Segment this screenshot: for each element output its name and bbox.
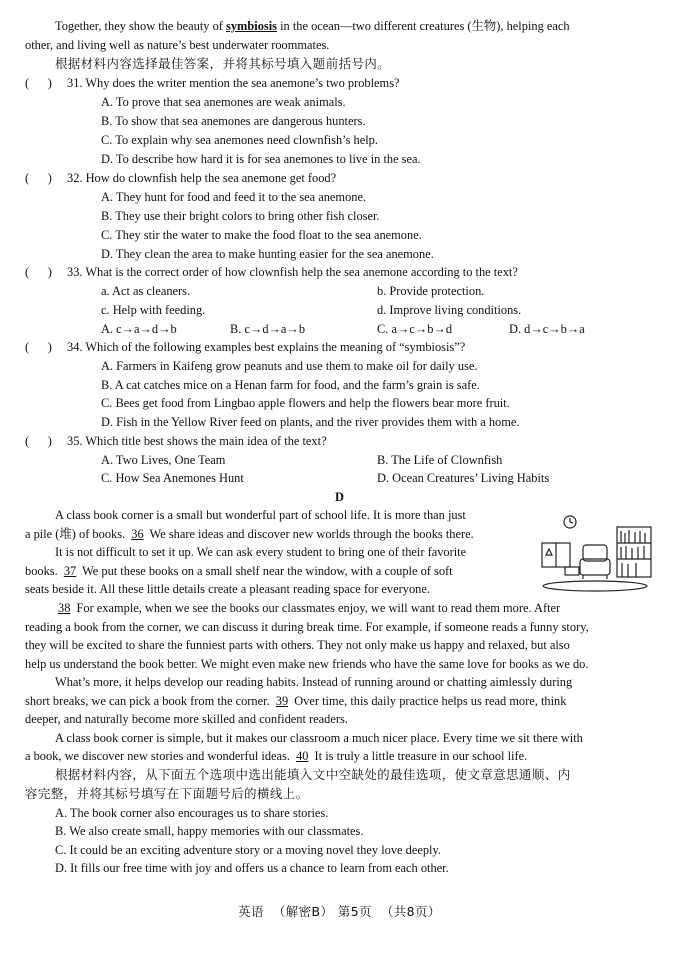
option: B. The Life of Clownfish: [377, 453, 503, 467]
intro-text: in the ocean—two different creatures (生物), helping each: [277, 19, 570, 33]
blank-37[interactable]: 37: [63, 564, 77, 578]
question-32: [25, 169, 336, 187]
text: short breaks, we can pick a book from the corner.: [25, 694, 270, 708]
option: B. To show that sea anemones are dangerous hunters.: [101, 114, 366, 128]
term-symbiosis: symbiosis: [226, 19, 277, 33]
blank-39[interactable]: 39: [275, 694, 289, 708]
answer-paren[interactable]: ( ): [25, 434, 52, 448]
paragraph-line: [25, 562, 453, 580]
text: a book, we discover new stories and wonderful ideas.: [25, 749, 290, 763]
option: D. d→c→b→a: [509, 322, 585, 336]
choice-option: B. We also create small, happy memories with our classmates.: [55, 824, 364, 838]
paragraph-line: they will be excited to share the funniest parts with others. They not only make us happy and relaxed, but also: [25, 638, 570, 652]
paragraph-line: It is not difficult to set it up. We can ask every student to bring one of their favorite: [55, 545, 467, 559]
paragraph-line: seats beside it. All these little details create a pleasant reading space for everyone.: [25, 582, 430, 596]
option: A. Farmers in Kaifeng grow peanuts and use them to make oil for daily use.: [101, 359, 478, 373]
paragraph-line: [25, 525, 474, 543]
answer-paren[interactable]: ( ): [25, 340, 52, 354]
option: D. Fish in the Yellow River feed on plants, and the river provides them with a home.: [101, 415, 520, 429]
option: A. They hunt for food and feed it to the sea anemone.: [101, 190, 367, 204]
question-stem: 34. Which of the following examples best explains the meaning of “symbiosis”?: [67, 340, 466, 354]
text: We put these books on a small shelf near the window, with a couple of soft: [79, 564, 453, 578]
rug-icon: [543, 581, 647, 591]
question-33: [25, 263, 518, 281]
text: a pile (堆) of books.: [25, 527, 126, 541]
question-stem: 32. How do clownfish help the sea anemone get food?: [67, 171, 337, 185]
item: b. Provide protection.: [377, 284, 485, 298]
option: B. They use their bright colors to bring other fish closer.: [101, 209, 380, 223]
item: c. Help with feeding.: [101, 303, 206, 317]
item: a. Act as cleaners.: [101, 284, 191, 298]
instruction-d: 根据材料内容，从下面五个选项中选出能填入文中空缺处的最佳选项，使文章意思通顺、内: [55, 767, 571, 782]
option: B. c→d→a→b: [230, 322, 306, 336]
text: Over time, this daily practice helps us read more, think: [291, 694, 567, 708]
blank-36[interactable]: 36: [131, 527, 144, 541]
blank-38[interactable]: 38: [58, 601, 71, 615]
item: d. Improve living conditions.: [377, 303, 522, 317]
answer-paren[interactable]: ( ): [25, 265, 52, 279]
option: C. How Sea Anemones Hunt: [101, 471, 244, 485]
paragraph-line: What’s more, it helps develop our reading habits. Instead of running around or chatting aimlessly during: [55, 675, 573, 689]
paragraph-line: [25, 747, 527, 765]
paragraph-line: deeper, and naturally become more skilled and confident readers.: [25, 712, 348, 726]
paragraph-line: [25, 692, 566, 710]
option: A. c→a→d→b: [101, 322, 177, 336]
paragraph-line: A class book corner is simple, but it makes our classroom a much nicer place. Every time we sit there with: [55, 731, 583, 745]
section-heading: D: [335, 490, 344, 504]
option: C. They stir the water to make the food float to the sea anemone.: [101, 228, 422, 242]
paragraph-line: help us understand the book better. We might even make new friends who have the same love for books as we do.: [25, 657, 589, 671]
text: books.: [25, 564, 58, 578]
question-34: [25, 338, 465, 356]
option: D. Ocean Creatures’ Living Habits: [377, 471, 550, 485]
option: B. A cat catches mice on a Henan farm for food, and the farm’s grain is safe.: [101, 378, 480, 392]
choice-option: A. The book corner also encourages us to share stories.: [55, 806, 329, 820]
instruction-c: 根据材料内容选择最佳答案，并将其标号填入题前括号内。: [55, 56, 391, 71]
choice-option: D. It fills our free time with joy and offers us a chance to learn from each other.: [55, 861, 449, 875]
question-35: [25, 432, 327, 450]
question-stem: 33. What is the correct order of how clownfish help the sea anemone according to the text?: [67, 265, 518, 279]
text: We share ideas and discover new worlds through the books there.: [146, 527, 474, 541]
paragraph-line: reading a book from the corner, we can discuss it during break time. For example, if someone reads a funny story,: [25, 620, 589, 634]
intro-text: Together, they show the beauty of: [55, 19, 227, 33]
option: A. Two Lives, One Team: [101, 453, 226, 467]
option: D. They clean the area to make hunting easier for the sea anemone.: [101, 247, 434, 261]
instruction-d: 容完整，并将其标号填写在下面题号后的横线上。: [25, 786, 309, 801]
answer-paren[interactable]: ( ): [25, 171, 52, 185]
option: D. To describe how hard it is for sea anemones to live in the sea.: [101, 152, 421, 166]
reading-corner-illustration: [537, 511, 657, 593]
answer-paren[interactable]: ( ): [25, 76, 52, 90]
option: A. To prove that sea anemones are weak animals.: [101, 95, 346, 109]
blank-40[interactable]: 40: [296, 749, 309, 763]
intro-line-1: [55, 17, 570, 35]
paragraph-line: [25, 599, 560, 617]
paragraph-line: A class book corner is a small but wonderful part of school life. It is more than just: [55, 508, 466, 522]
option: C. a→c→b→d: [377, 322, 453, 336]
choice-option: C. It could be an exciting adventure story or a moving novel they love deeply.: [55, 843, 441, 857]
intro-line-2: other, and living well as nature’s best underwater roommates.: [25, 38, 330, 52]
text: For example, when we see the books our classmates enjoy, we will want to read them more. After: [73, 601, 561, 615]
option: C. To explain why sea anemones need clownfish’s help.: [101, 133, 378, 147]
question-stem: 35. Which title best shows the main idea of the text?: [67, 434, 327, 448]
page-footer: 英语 （解密B） 第5页 （共8页）: [238, 904, 441, 919]
text: It is truly a little treasure in our school life.: [311, 749, 528, 763]
question-stem: 31. Why does the writer mention the sea anemone’s two problems?: [67, 76, 400, 90]
question-31: [25, 74, 400, 92]
option: C. Bees get food from Lingbao apple flowers and help the flowers bear more fruit.: [101, 396, 510, 410]
